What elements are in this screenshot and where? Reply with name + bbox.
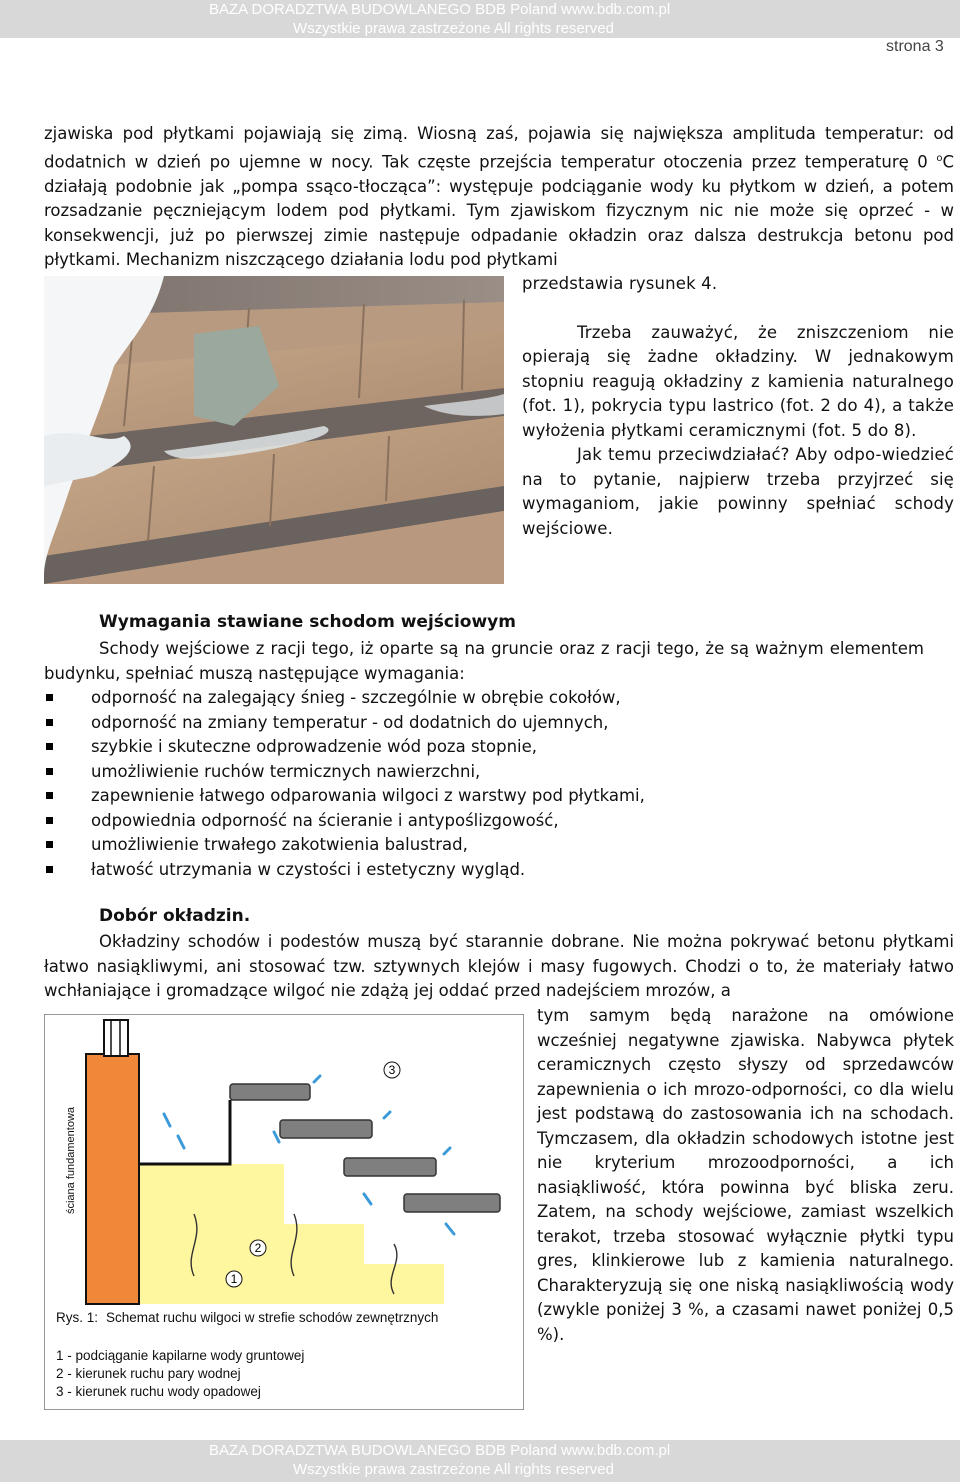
degree-sign: o (936, 152, 943, 164)
side-text-block (522, 272, 954, 568)
bullet-square-icon (46, 866, 53, 873)
wall-label: ściana fundamentowa (65, 1106, 77, 1214)
page-header (0, 0, 960, 38)
bullet-square-icon (46, 694, 53, 701)
marker-3: 3 (388, 1063, 396, 1077)
intro-paragraph (44, 122, 954, 272)
header-line-2: Wszystkie prawa zastrzeżone All rights reserved (293, 20, 614, 37)
list-item: łatwość utrzymania w czystości i estetyczny wygląd. (44, 858, 744, 883)
footer-line-1: BAZA DORADZTWA BUDOWLANEGO BDB Poland www.bdb.com.pl (209, 1442, 671, 1459)
requirements-heading: Wymagania stawiane schodom wejściowym (99, 612, 516, 632)
intro-text-cont: C działają podobnie jak „pompa ssąco-tłocząca”: występuje podciąganie wody ku płytkom w dzień, a potem rozsadzanie pęczniejącym lodem pod płytkami. Tym zjawiskom fizycznym nic nie może się oprzeć - w konsekwencji, już po pierwszej zimie następuje odpadanie okładzin oraz dalsza destrukcja betonu pod płytkami. Mechanizm niszczącego działania lodu pod płytkami (44, 152, 954, 269)
caption-prefix: Rys. 1: (56, 1310, 99, 1325)
side-first-line: przedstawia rysunek 4. (522, 274, 718, 293)
intro-text: zjawiska pod płytkami pojawiają się zimą. Wiosną zaś, pojawia się największa amplituda temperatur: od dodatnich w dzień po ujemne w nocy. Tak częste przejścia temperatur otoczenia przez temperaturę 0 (44, 124, 954, 171)
list-item: umożliwienie trwałego zakotwienia balustrad, (44, 833, 744, 858)
marker-2: 2 (254, 1241, 262, 1255)
cladding-paragraph: Okładziny schodów i podestów muszą być starannie dobrane. Nie można pokrywać betonu płytkami łatwo nasiąkliwymi, ani stosować tzw. sztywnych klejów i masy fugowych. Chodzi o to, że materiały łatwo wchłaniające i gromadzące wilgoć nie zdążą jej oddać przed nadejściem mrozów, a (44, 932, 954, 1000)
marker-1: 1 (230, 1272, 238, 1286)
legend-item-1: 1 - podciąganie kapilarne wody gruntowej (56, 1348, 305, 1363)
requirements-list (44, 686, 744, 882)
cladding-side-text: tym samym będą narażone na omówione wcześniej negatywne zjawiska. Nabywca płytek ceramicznych często słyszy od sprzedawców zapewnienia o ich mrozo-odporności, co dla wielu jest podstawą do zastosowania ich na schodach. Tymczasem, dla okładzin schodowych istotne jest nie kryterium mrozoodporności, a ich nasiąkliwość, która powinna być bliska zeru. Zatem, na schody wejściowe, zamiast wszelkich terakot, trzeba stosować wyłącznie płytki typu gres, klinkierowe lub z kamienia naturalnego. Charakteryzują się one niską nasiąkliwością wody (zwykle poniżej 3 %, a czasami nawet poniżej 0,5 %). (537, 1006, 954, 1344)
page-number: strona 3 (886, 38, 944, 55)
side-paragraph-1: Trzeba zauważyć, że zniszczeniom nie opierają się żadne okładziny. W jednakowym stopniu reagują okładziny z kamienia naturalnego (fot. 1), pokrycia typu lastrico (fot. 2 do 4), a także wyłożenia płytkami ceramicznymi (fot. 5 do 8). (522, 322, 954, 440)
photo-damaged-steps (44, 276, 504, 584)
bullet-square-icon (46, 719, 53, 726)
caption-title: Schemat ruchu wilgoci w strefie schodów zewnętrznych (106, 1310, 439, 1325)
legend-item-2: 2 - kierunek ruchu pary wodnej (56, 1366, 241, 1381)
header-line-1: BAZA DORADZTWA BUDOWLANEGO BDB Poland www.bdb.com.pl (209, 1, 671, 18)
list-item: szybkie i skuteczne odprowadzenie wód poza stopnie, (44, 735, 744, 760)
bullet-square-icon (46, 792, 53, 799)
side-paragraph-2: Jak temu przeciwdziałać? Aby odpo-wiedzieć na to pytanie, najpierw trzeba przyjrzeć się wymaganiom, jakie powinny spełniać schody wejściowe. (522, 445, 954, 538)
legend-item-3: 3 - kierunek ruchu wody opadowej (56, 1384, 261, 1399)
list-item: umożliwienie ruchów termicznych nawierzchni, (44, 760, 744, 785)
list-item: odpowiednia odporność na ścieranie i antypoślizgowość, (44, 809, 744, 834)
page-footer (0, 1440, 960, 1482)
requirements-intro: Schody wejściowe z racji tego, iż oparte są na gruncie oraz z racji tego, że są ważnym elementem budynku, spełniać muszą następujące wymagania: (44, 639, 924, 683)
footer-line-2: Wszystkie prawa zastrzeżone All rights reserved (293, 1461, 614, 1478)
moisture-diagram (44, 1014, 524, 1410)
bullet-square-icon (46, 841, 53, 848)
list-item: zapewnienie łatwego odparowania wilgoci z warstwy pod płytkami, (44, 784, 744, 809)
list-item: odporność na zalegający śnieg - szczególnie w obrębie cokołów, (44, 686, 744, 711)
bullet-square-icon (46, 817, 53, 824)
bullet-square-icon (46, 768, 53, 775)
list-item: odporność na zmiany temperatur - od dodatnich do ujemnych, (44, 711, 744, 736)
bullet-square-icon (46, 743, 53, 750)
cladding-heading: Dobór okładzin. (99, 906, 251, 926)
